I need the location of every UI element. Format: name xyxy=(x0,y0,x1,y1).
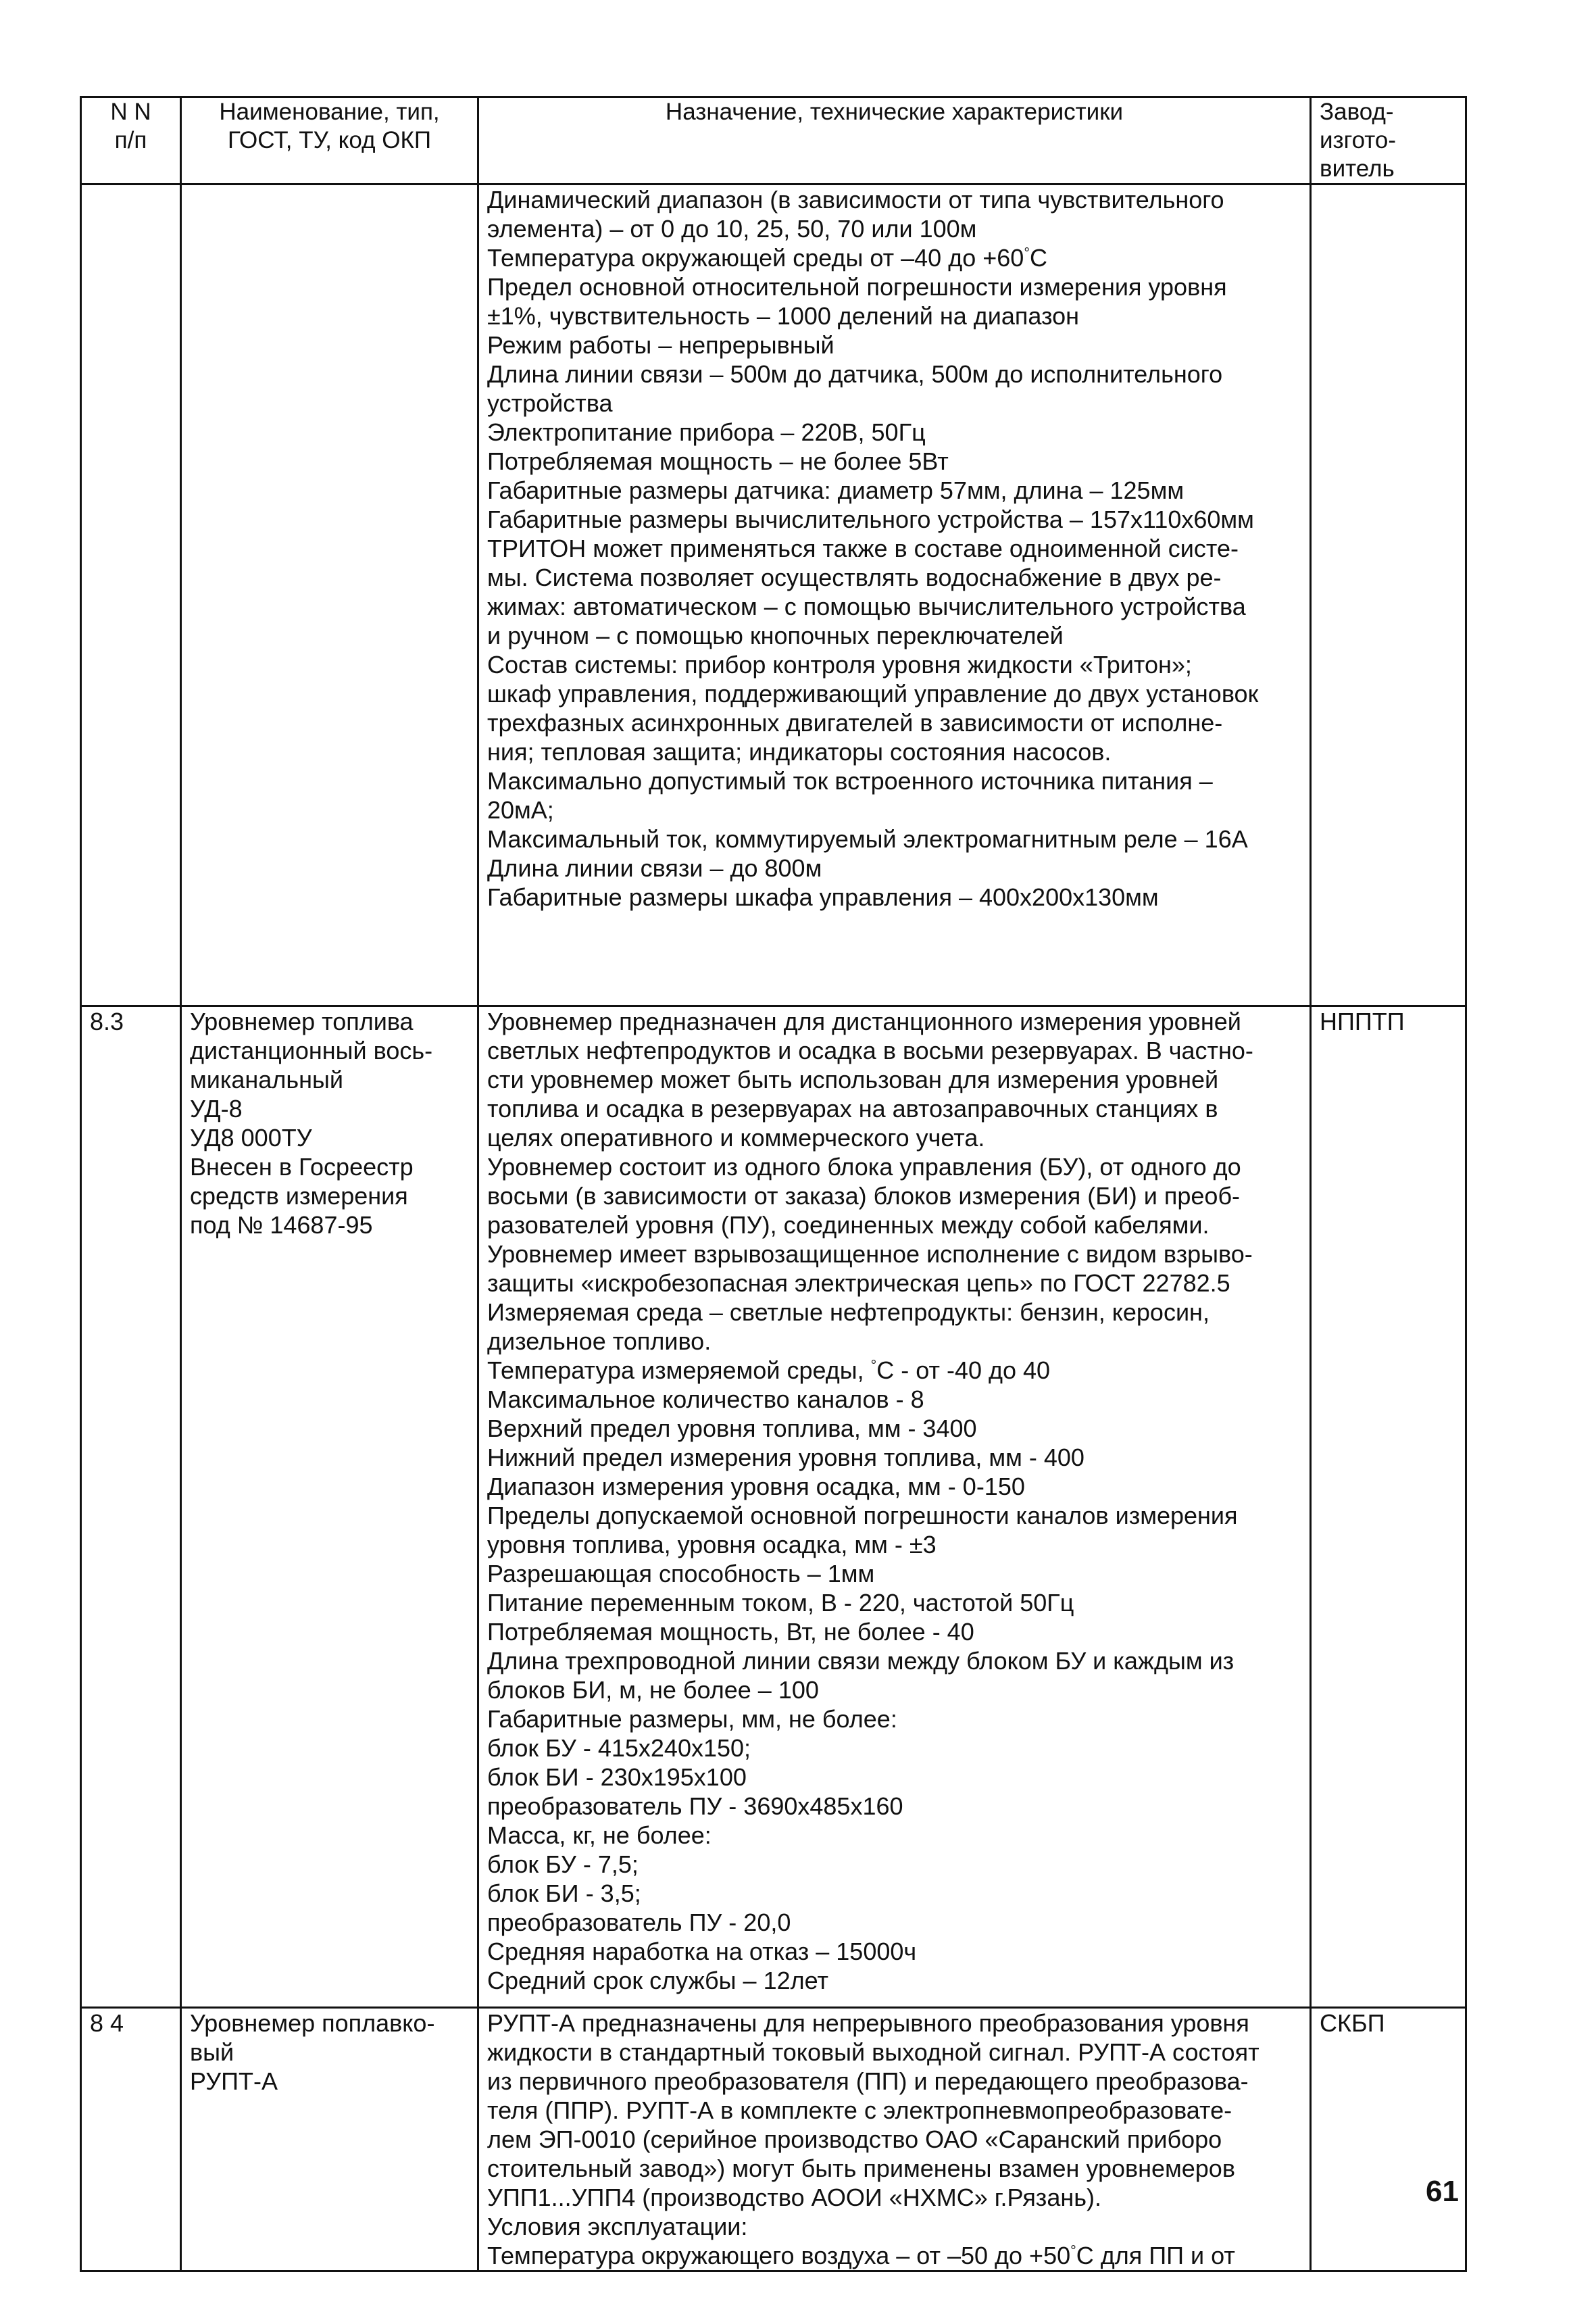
table-row xyxy=(81,184,1466,1006)
name-line: средств измерения xyxy=(190,1182,408,1210)
name-line: под № 14687-95 xyxy=(190,1211,373,1239)
description-line: лем ЭП-0010 (серийное производство ОАО «Саранский приборо xyxy=(487,2125,1222,2153)
header-line: Назначение, технические характеристики xyxy=(665,99,1124,125)
description-line: восьми (в зависимости от заказа) блоков измерения (БИ) и преоб- xyxy=(487,1182,1241,1210)
description-line: топлива и осадка в резервуарах на автозаправочных станциях в xyxy=(487,1095,1218,1123)
description-line: Максимальный ток, коммутируемый электромагнитным реле – 16А xyxy=(487,825,1248,853)
description-line: ТРИТОН может применяться также в составе одноименной систе- xyxy=(487,535,1239,562)
description-line: жимах: автоматическом – с помощью вычислительного устройства xyxy=(487,593,1246,620)
description-line: Габаритные размеры, мм, не более: xyxy=(487,1705,897,1733)
description-line: блок БУ - 7,5; xyxy=(487,1850,639,1878)
header-line: витель xyxy=(1320,155,1395,182)
description-line: блоков БИ, м, не более – 100 xyxy=(487,1676,819,1704)
description-line: ния; тепловая защита; индикаторы состояния насосов. xyxy=(487,738,1112,766)
description-line: стоительный завод») могут быть применены взамен уровнемеров xyxy=(487,2155,1235,2182)
row-name xyxy=(181,2008,478,2271)
row-number xyxy=(81,184,181,1006)
description-line: Нижний предел измерения уровня топлива, мм - 400 xyxy=(487,1444,1084,1471)
header-line: N N xyxy=(110,99,151,125)
description-line: Температура окружающей среды от –40 до +60°С xyxy=(487,244,1047,272)
description-line: жидкости в стандартный токовый выходной сигнал. РУПТ-А состоят xyxy=(487,2038,1260,2066)
description-line: преобразователь ПУ - 20,0 xyxy=(487,1909,791,1936)
description-line: Длина линии связи – до 800м xyxy=(487,854,822,882)
row-name xyxy=(181,184,478,1006)
description-line: Температура окружающего воздуха – от –50 до +50°С для ПП и от xyxy=(487,2242,1235,2269)
description-line: Условия эксплуатации: xyxy=(487,2213,748,2240)
name-line: Уровнемер топлива xyxy=(190,1008,414,1035)
row-number: 8 4 xyxy=(81,2008,181,2271)
description-line: блок БИ - 230х195х100 xyxy=(487,1763,747,1791)
name-line: РУПТ-А xyxy=(190,2067,278,2095)
table-header-row xyxy=(81,97,1466,184)
header-line: ГОСТ, ТУ, код ОКП xyxy=(227,127,431,153)
description-line: РУПТ-А предназначены для непрерывного преобразования уровня xyxy=(487,2009,1249,2037)
row-manufacturer xyxy=(1311,184,1466,1006)
description-line: устройства xyxy=(487,389,613,417)
description-line: светлых нефтепродуктов и осадка в восьми резервуарах. В частно- xyxy=(487,1037,1253,1064)
description-line: ±1%, чувствительность – 1000 делений на диапазон xyxy=(487,302,1080,330)
description-line: Температура измеряемой среды, °С - от -40 до 40 xyxy=(487,1356,1051,1384)
description-line: Длина линии связи – 500м до датчика, 500м до исполнительного xyxy=(487,360,1223,388)
header-name xyxy=(181,97,478,184)
row-description xyxy=(478,2008,1311,2271)
description-line: Длина трехпроводной линии связи между блоком БУ и каждым из xyxy=(487,1647,1235,1675)
description-line: шкаф управления, поддерживающий управление до двух установок xyxy=(487,680,1259,708)
description-line: Электропитание прибора – 220В, 50Гц xyxy=(487,418,926,446)
table-row xyxy=(81,2008,1466,2271)
description-line: сти уровнемер может быть использован для измерения уровней xyxy=(487,1066,1219,1093)
description-line: защиты «искробезопасная электрическая цепь» по ГОСТ 22782.5 xyxy=(487,1269,1230,1297)
table-row xyxy=(81,1006,1466,2008)
description-line: Максимально допустимый ток встроенного источника питания – xyxy=(487,767,1213,795)
description-line: Габаритные размеры датчика: диаметр 57мм, длина – 125мм xyxy=(487,476,1184,504)
description-line: и ручном – с помощью кнопочных переключателей xyxy=(487,622,1064,649)
description-line: Верхний предел уровня топлива, мм - 3400 xyxy=(487,1414,977,1442)
header-manufacturer xyxy=(1311,97,1466,184)
description-line: Потребляемая мощность – не более 5Вт xyxy=(487,447,949,475)
description-line: дизельное топливо. xyxy=(487,1327,712,1355)
header-description xyxy=(478,97,1311,184)
description-line: уровня топлива, уровня осадка, мм - ±3 xyxy=(487,1531,937,1558)
equipment-table xyxy=(80,96,1467,2272)
row-number: 8.3 xyxy=(81,1006,181,2008)
description-line: Средний срок службы – 12лет xyxy=(487,1967,828,1994)
description-line: Предел основной относительной погрешности измерения уровня xyxy=(487,273,1227,301)
description-line: Потребляемая мощность, Вт, не более - 40 xyxy=(487,1618,974,1646)
description-line: 20мА; xyxy=(487,796,554,824)
description-line: Габаритные размеры шкафа управления – 400х200х130мм xyxy=(487,883,1159,911)
row-manufacturer: СКБП xyxy=(1311,2008,1466,2271)
description-line: Уровнемер имеет взрывозащищенное исполнение с видом взрыво- xyxy=(487,1240,1253,1268)
description-line: Режим работы – непрерывный xyxy=(487,331,834,359)
description-line: Уровнемер состоит из одного блока управления (БУ), от одного до xyxy=(487,1153,1241,1181)
description-line: Динамический диапазон (в зависимости от типа чувствительного xyxy=(487,186,1224,214)
description-line: трехфазных асинхронных двигателей в зависимости от исполне- xyxy=(487,709,1223,737)
description-line: Разрешающая способность – 1мм xyxy=(487,1560,875,1587)
row-manufacturer: НППТП xyxy=(1311,1006,1466,2008)
document-page xyxy=(80,96,1465,2269)
description-line: Уровнемер предназначен для дистанционного измерения уровней xyxy=(487,1008,1241,1035)
description-line: преобразователь ПУ - 3690х485х160 xyxy=(487,1792,903,1820)
description-line: Максимальное количество каналов - 8 xyxy=(487,1385,924,1413)
row-description xyxy=(478,1006,1311,2008)
description-line: Средняя наработка на отказ – 15000ч xyxy=(487,1938,917,1965)
description-line: Измеряемая среда – светлые нефтепродукты: бензин, керосин, xyxy=(487,1298,1210,1326)
description-line: Масса, кг, не более: xyxy=(487,1821,712,1849)
description-line: элемента) – от 0 до 10, 25, 50, 70 или 100м xyxy=(487,215,977,243)
name-line: Внесен в Госреестр xyxy=(190,1153,414,1181)
name-line: миканальный xyxy=(190,1066,343,1093)
header-number xyxy=(81,97,181,184)
description-line: блок БИ - 3,5; xyxy=(487,1879,641,1907)
description-line: Состав системы: прибор контроля уровня жидкости «Тритон»; xyxy=(487,651,1192,679)
name-line: дистанционный вось- xyxy=(190,1037,433,1064)
page-number: 61 xyxy=(1426,2175,1459,2208)
description-line: мы. Система позволяет осуществлять водоснабжение в двух ре- xyxy=(487,564,1222,591)
header-line: п/п xyxy=(114,127,147,153)
description-line: целях оперативного и коммерческого учета. xyxy=(487,1124,985,1152)
description-line: УПП1...УПП4 (производство АООИ «НХМС» г.Рязань). xyxy=(487,2184,1101,2211)
header-line: изгото- xyxy=(1320,127,1397,153)
name-line: УД8 000ТУ xyxy=(190,1124,312,1152)
description-line: Габаритные размеры вычислительного устройства – 157х110х60мм xyxy=(487,506,1254,533)
row-description xyxy=(478,184,1311,1006)
description-line: Диапазон измерения уровня осадка, мм - 0-150 xyxy=(487,1473,1025,1500)
header-line: Завод- xyxy=(1320,99,1394,125)
row-name xyxy=(181,1006,478,2008)
name-line: вый xyxy=(190,2038,234,2066)
description-line: из первичного преобразователя (ПП) и передающего преобразова- xyxy=(487,2067,1249,2095)
description-line: Пределы допускаемой основной погрешности каналов измерения xyxy=(487,1502,1238,1529)
description-line: Питание переменным током, В - 220, частотой 50Гц xyxy=(487,1589,1074,1617)
description-line: разователей уровня (ПУ), соединенных между собой кабелями. xyxy=(487,1211,1210,1239)
description-line: теля (ППР). РУПТ-А в комплекте с электропневмопреобразовате- xyxy=(487,2096,1232,2124)
name-line: УД-8 xyxy=(190,1095,243,1123)
header-line: Наименование, тип, xyxy=(219,99,440,125)
description-line: блок БУ - 415х240х150; xyxy=(487,1734,751,1762)
name-line: Уровнемер поплавко- xyxy=(190,2009,435,2037)
